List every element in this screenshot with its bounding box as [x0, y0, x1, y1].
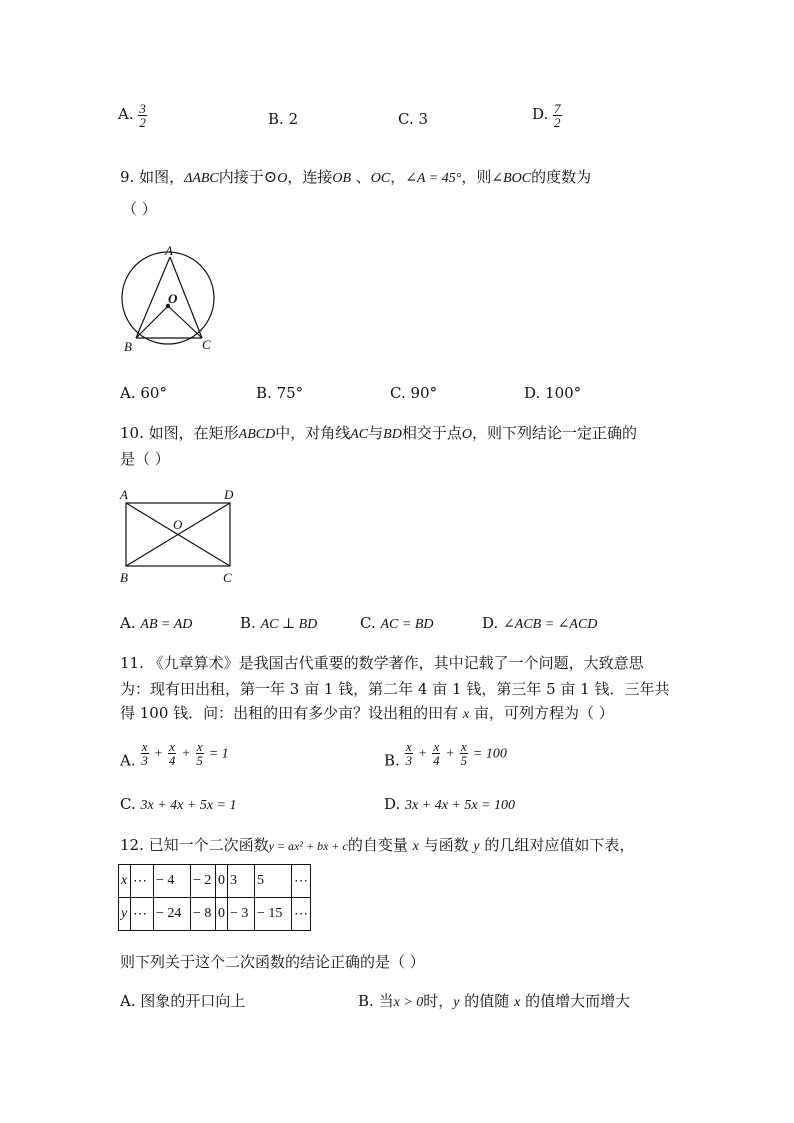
- q12-option-b: B. 当x > 0时，y 的值随 x 的值增大而增大: [358, 992, 631, 1010]
- q9-circle-figure: [112, 240, 224, 358]
- q8-option-c: C. 3: [398, 110, 429, 128]
- q9-option-c: C. 90°: [390, 384, 438, 402]
- q11-stem-line1: 11. 《九章算术》是我国古代重要的数学著作，其中记载了一个问题，大致意思: [120, 654, 644, 672]
- q9-side-ab: [136, 257, 170, 338]
- q9-option-d: D. 100°: [524, 384, 582, 402]
- table-cell: 0: [216, 898, 228, 931]
- q9-label-b: B: [124, 339, 132, 354]
- table-cell: − 15: [255, 898, 292, 931]
- q10-label-o: O: [173, 517, 183, 532]
- q11-stem-line2: 为：现有田出租，第一年 3 亩 1 钱，第二年 4 亩 1 钱，第三年 5 亩 1 钱．三年共: [120, 680, 670, 698]
- table-cell: 5: [255, 865, 292, 898]
- q8-option-d: D. $\frac{7}{2}$: [532, 101, 561, 130]
- q10-option-b: B. AC ⊥ BD: [240, 614, 318, 632]
- q9-segment-oc: [168, 306, 202, 338]
- q11-option-b: B. $\frac{x}{3}$ + $\frac{x}{4}$ + $\frac{x}{5}$ = 100: [384, 739, 507, 770]
- q9-stem: 9. 如图，ΔABC内接于⊙O，连接OB 、OC，∠A = 45°，则∠BOC的度数为: [120, 167, 592, 186]
- q11-option-a: A. $\frac{x}{3}$ + $\frac{x}{4}$ + $\frac{x}{5}$ = 1: [120, 739, 229, 770]
- table-cell: − 24: [154, 898, 191, 931]
- q10-option-a: A. AB = AD: [120, 614, 193, 632]
- table-row-x: [119, 865, 311, 898]
- q11-option-d: D. 3x + 4x + 5x = 100: [384, 795, 516, 813]
- table-cell: ⋯: [131, 898, 154, 931]
- q10-stem: 10. 如图，在矩形ABCD中，对角线AC与BD相交于点O，则下列结论一定正确的: [120, 424, 637, 442]
- q8-option-a: A. $\frac{3}{2}$: [118, 101, 146, 130]
- table-cell: − 8: [191, 898, 216, 931]
- q8-d-fraction: $\frac{7}{2}$: [554, 101, 561, 130]
- table-cell: − 2: [191, 865, 216, 898]
- q9-option-a: A. 60°: [120, 384, 167, 402]
- q12-option-a: A. 图象的开口向上: [120, 992, 246, 1010]
- table-cell: − 4: [154, 865, 191, 898]
- q11-stem-line3: 得 100 钱．问：出租的田有多少亩？设出租的田有 x 亩，可列方程为（ ）: [120, 704, 614, 722]
- q10-option-c: C. AC = BD: [360, 614, 434, 632]
- table-row-y: [119, 898, 311, 931]
- q9-segment-ob: [136, 306, 168, 338]
- q9-label-c: C: [202, 337, 211, 352]
- q10-stem-line2: 是（ ）: [120, 450, 170, 468]
- q10-label-c: C: [223, 570, 232, 585]
- q11-option-c: C. 3x + 4x + 5x = 1: [120, 795, 237, 813]
- table-cell: ⋯: [292, 898, 311, 931]
- table-cell: 0: [216, 865, 228, 898]
- table-cell: y: [119, 898, 131, 931]
- table-cell: − 3: [228, 898, 255, 931]
- q10-label-d: D: [224, 488, 234, 502]
- table-cell: ⋯: [131, 865, 154, 898]
- circle-o-symbol: ⊙O: [263, 167, 288, 186]
- q9-option-b: B. 75°: [256, 384, 304, 402]
- table-cell: x: [119, 865, 131, 898]
- q9-answer-paren: （ ）: [122, 200, 157, 218]
- q12-after-table: 则下列关于这个二次函数的结论正确的是（ ）: [120, 953, 425, 971]
- q9-label-o: O: [168, 291, 178, 306]
- q8-option-b: B. 2: [268, 110, 299, 128]
- q9-label-a: A: [165, 243, 173, 258]
- table-cell: ⋯: [292, 865, 311, 898]
- q12-stem: 12. 已知一个二次函数y = ax² + bx + c的自变量 x 与函数 y 的几组对应值如下表，: [120, 836, 635, 854]
- q8-a-fraction: $\frac{3}{2}$: [139, 101, 146, 130]
- q10-label-b: B: [120, 570, 128, 585]
- q10-option-d: D. ∠ACB = ∠ACD: [482, 614, 598, 632]
- table-cell: 3: [228, 865, 255, 898]
- q10-rectangle-figure: [116, 488, 242, 588]
- q12-value-table: [118, 864, 311, 931]
- q10-label-a: A: [120, 488, 128, 502]
